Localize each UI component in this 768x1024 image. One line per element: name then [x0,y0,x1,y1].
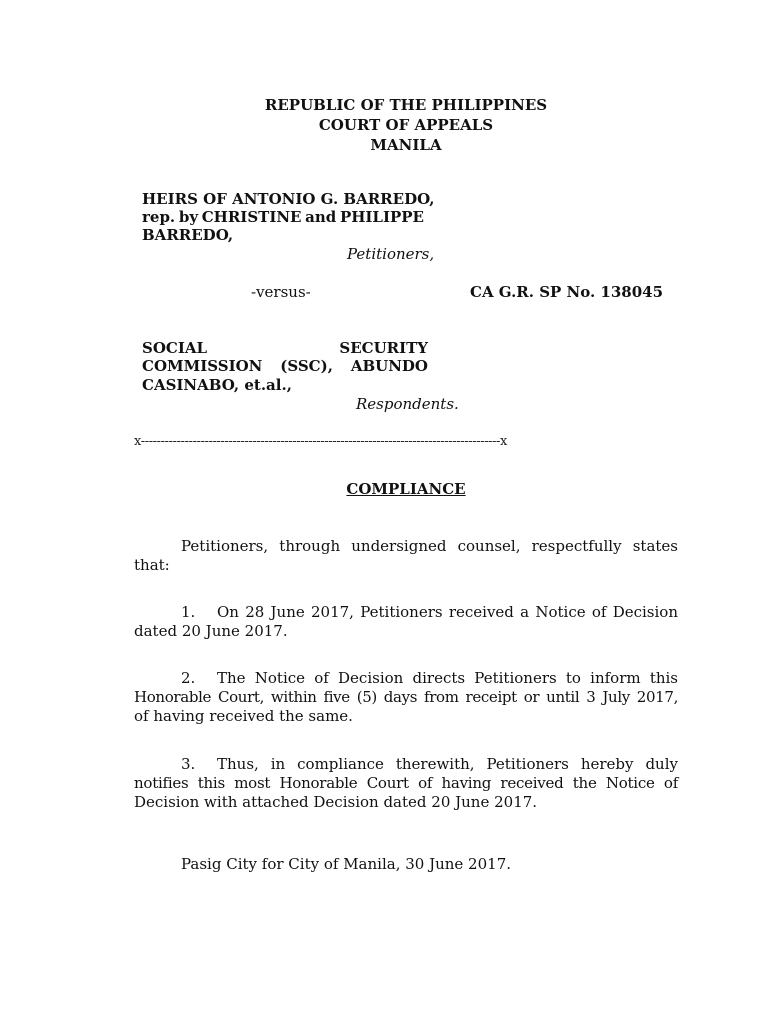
petitioner-name-line1: HEIRS OF ANTONIO G. BARREDO, [142,190,435,208]
closing-line: Pasig City for City of Manila, 30 June 2017. [181,855,511,873]
respondent-name-line2 [142,357,428,376]
item-number: 1. [181,603,196,621]
respondent-word: ABUNDO [350,357,428,375]
item-line: notifies this most Honorable Court of having received the Notice of [134,774,678,792]
title-text: COMPLIANCE [346,480,466,498]
item-line [134,755,678,774]
item-text: The Notice of Decision directs Petitioners to inform this [217,669,678,687]
header-city: MANILA [370,136,442,154]
respondents-label: Respondents. [356,395,459,413]
case-number: CA G.R. SP No. 138045 [470,283,664,301]
item-text: Thus, in compliance therewith, Petitioners hereby duly [217,755,678,773]
header-court: COURT OF APPEALS [318,116,494,134]
intro-line1: Petitioners, through undersigned counsel, respectfully states [181,537,678,555]
document-title [134,480,678,499]
petitioner-word: and [305,208,337,226]
respondent-name-line1 [142,339,428,358]
court-header [134,95,678,155]
respondent-word: COMMISSION [142,357,263,375]
respondent-word: (SSC), [280,357,333,375]
respondent-name-line3: CASINABO, et.al., [142,376,292,394]
numbered-paragraph-3 [134,755,678,812]
item-number: 2. [181,669,196,687]
petitioners-label: Petitioners, [347,245,435,263]
item-text: On 28 June 2017, Petitioners received a Notice of Decision [217,603,678,621]
numbered-paragraph-1 [134,603,678,641]
petitioner-word: by [178,208,199,226]
petitioner-word: CHRISTINE [201,208,302,226]
item-line: Decision with attached Decision dated 20 June 2017. [134,793,538,811]
header-republic: REPUBLIC OF THE PHILIPPINES [264,96,548,114]
petitioner-word: rep. [142,208,176,226]
respondent-word: SOCIAL [142,339,208,357]
item-line: of having received the same. [134,707,353,725]
intro-line2: that: [134,556,170,574]
caption-divider: x------------------------------------------------------------------------------------------x [134,434,507,449]
item-line: Honorable Court, within five (5) days from receipt or until 3 July 2017, [134,688,678,706]
item-line: dated 20 June 2017. [134,622,288,640]
item-number: 3. [181,755,196,773]
petitioner-word: PHILIPPE [339,208,424,226]
numbered-paragraph-2 [134,669,678,726]
item-line [134,603,678,622]
item-line [134,669,678,688]
petitioner-name-line2 [142,208,424,227]
intro-paragraph [134,537,678,575]
petitioner-name-line3: BARREDO, [142,226,234,244]
versus-text: -versus- [251,283,311,301]
respondent-word: SECURITY [339,339,428,357]
